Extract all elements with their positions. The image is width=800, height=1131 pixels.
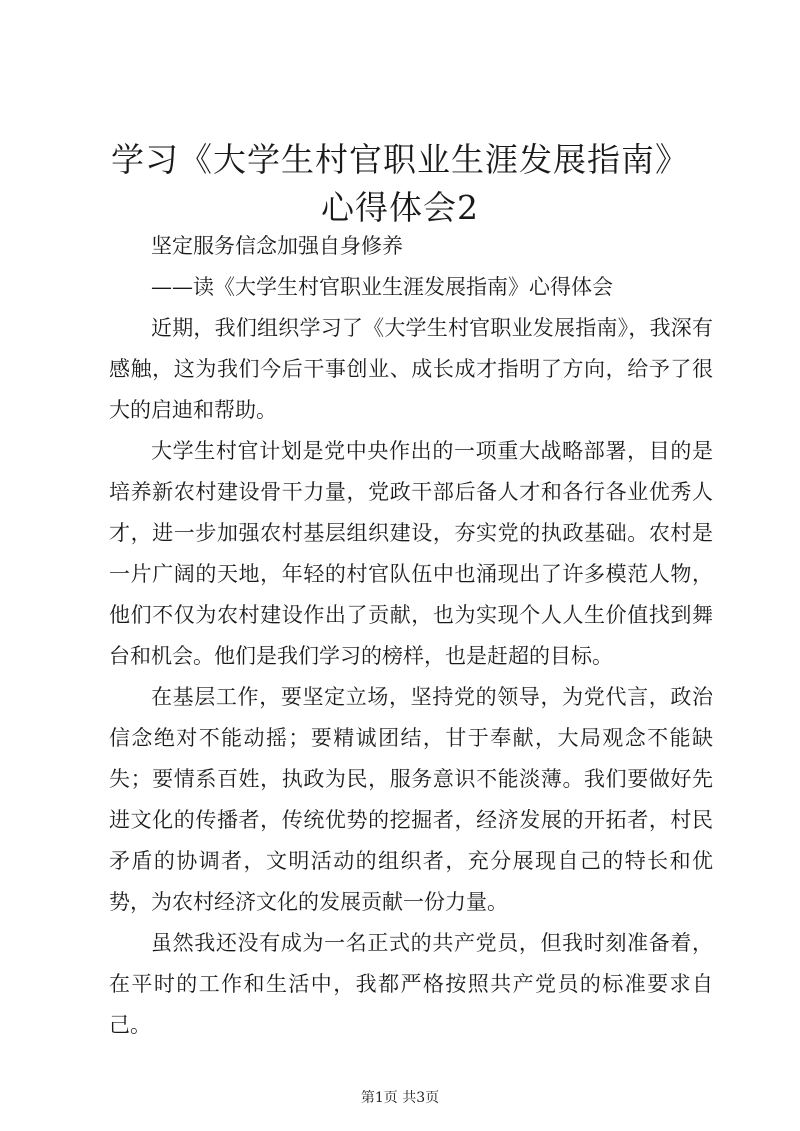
document-subtitle: 坚定服务信念加强自身修养 (151, 234, 403, 258)
paragraph-3: 在基层工作，要坚定立场，坚持党的领导，为党代言，政治信念绝对不能动摇；要精诚团结，甘于奉献，大局观念不能缺失；要情系百姓，执政为民，服务意识不能淡薄。我们要做好先进文化的传播者，传统优势的挖掘者，经济发展的开拓者，村民矛盾的协调者，文明活动的组织者，充分展现自己的特长和优势，为农村经济文化的发展贡献一份力量。 (109, 685, 713, 914)
document-byline: ——读《大学生村官职业生涯发展指南》心得体会 (151, 275, 613, 299)
document-body (109, 226, 713, 1046)
paragraph-4: 虽然我还没有成为一名正式的共产党员，但我时刻准备着，在平时的工作和生活中，我都严格按照共产党员的标准要求自己。 (109, 931, 713, 1037)
paragraph-1: 近期，我们组织学习了《大学生村官职业发展指南》，我深有感触，这为我们今后干事创业、成长成才指明了方向，给予了很大的启迪和帮助。 (109, 316, 713, 422)
document-title: 学习《大学生村官职业生涯发展指南》心得体会2 (111, 140, 689, 227)
paragraph-2: 大学生村官计划是党中央作出的一项重大战略部署，目的是培养新农村建设骨干力量，党政干部后备人才和各行各业优秀人才，进一步加强农村基层组织建设，夯实党的执政基础。农村是一片广阔的天地，年轻的村官队伍中也涌现出了许多模范人物，他们不仅为农村建设作出了贡献，也为实现个人人生价值找到舞台和机会。他们是我们学习的榜样，也是赶超的目标。 (109, 439, 713, 668)
page-footer: 第1页 共3页 (360, 1090, 440, 1106)
